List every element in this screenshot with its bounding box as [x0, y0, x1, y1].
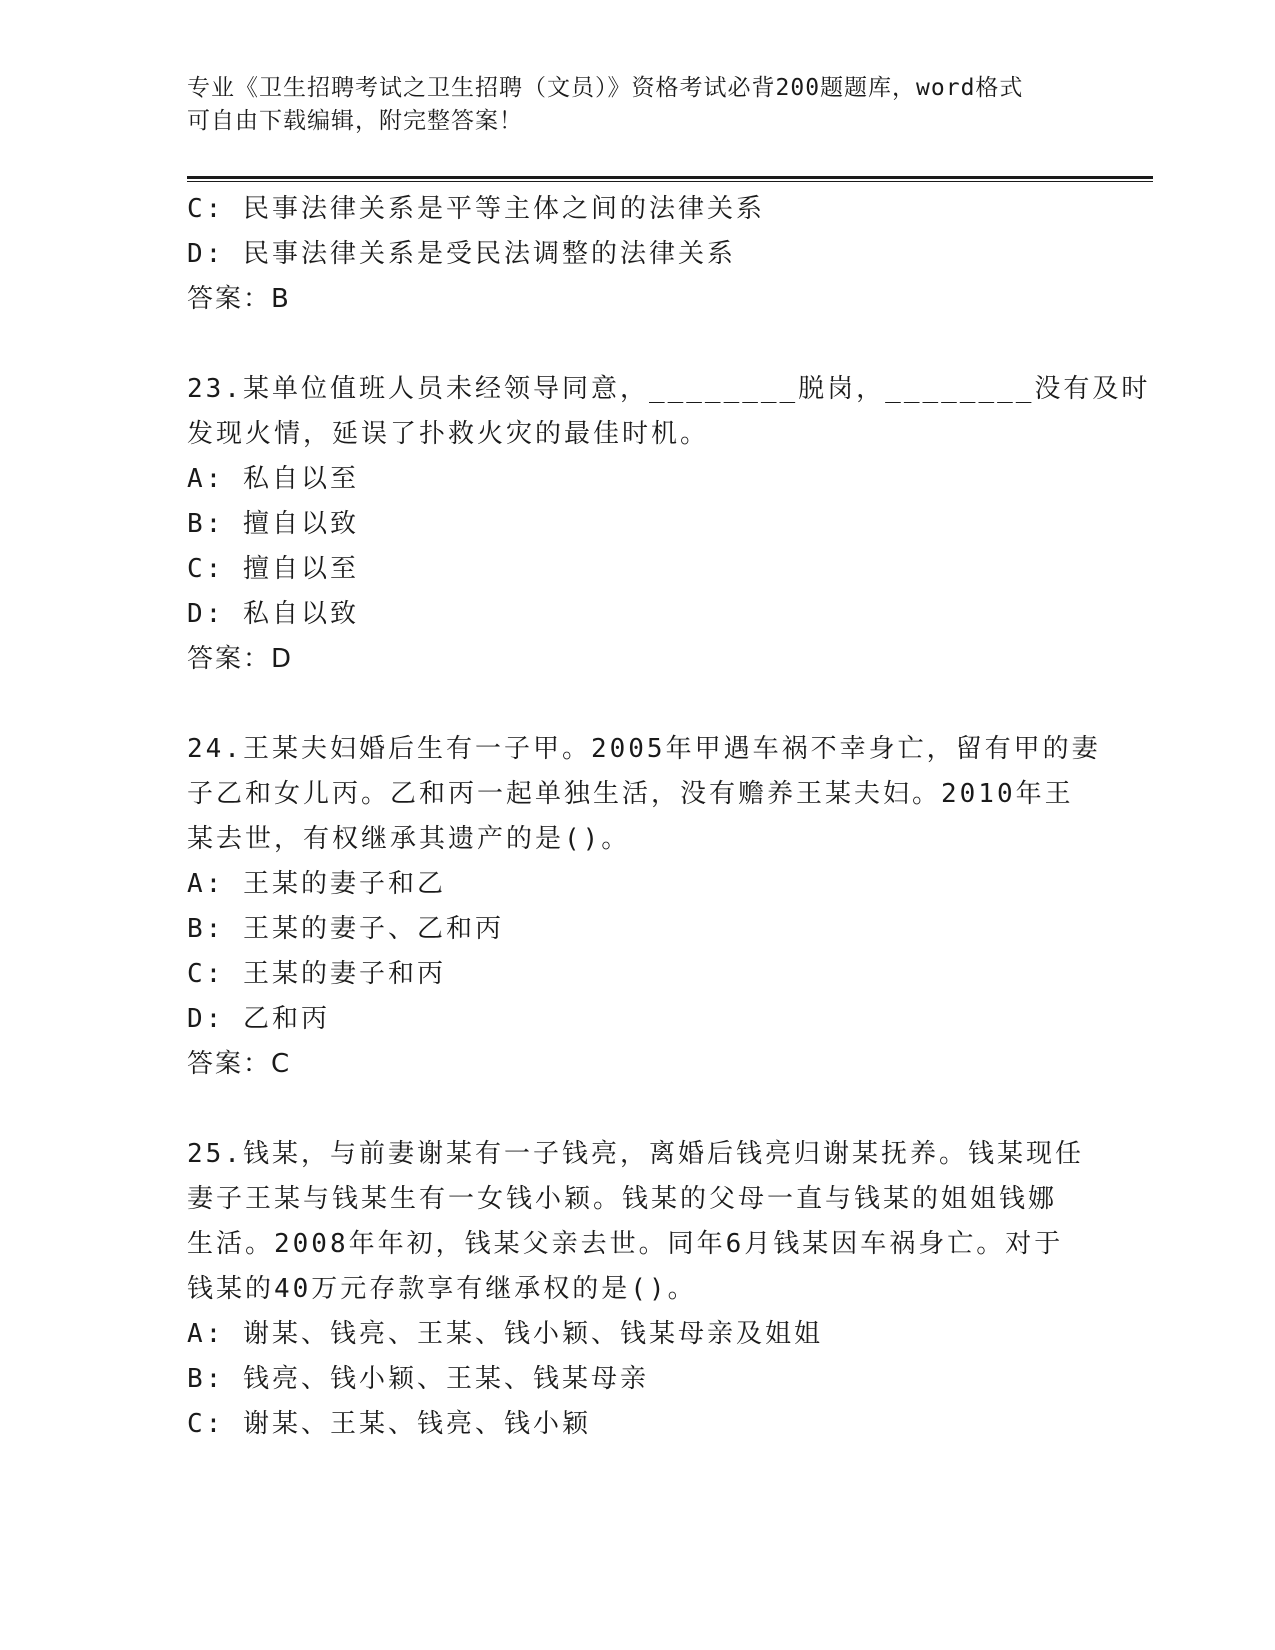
question-stem-line: 妻子王某与钱某生有一女钱小颖。钱某的父母一直与钱某的姐姐钱娜	[187, 1184, 1058, 1214]
question-23	[187, 367, 1151, 682]
option-b: B: 王某的妻子、乙和丙	[187, 914, 504, 944]
option-c: C: 王某的妻子和丙	[187, 959, 446, 989]
question-stem-line: 某去世，有权继承其遗产的是()。	[187, 824, 631, 854]
option-c: C: 谢某、王某、钱亮、钱小颖	[187, 1409, 591, 1439]
question-22-continuation	[187, 187, 1087, 322]
answer-label: 答案：B	[187, 284, 291, 314]
option-d: D: 民事法律关系是受民法调整的法律关系	[187, 239, 736, 269]
question-stem-line: 钱某的40万元存款享有继承权的是()。	[187, 1274, 697, 1304]
option-b: B: 钱亮、钱小颖、王某、钱某母亲	[187, 1364, 649, 1394]
answer-label: 答案：D	[187, 644, 294, 674]
option-a: A: 王某的妻子和乙	[187, 869, 446, 899]
question-stem-line: 23.某单位值班人员未经领导同意，________脱岗，________没有及时	[187, 374, 1151, 404]
question-stem-line: 24.王某夫妇婚后生有一子甲。2005年甲遇车祸不幸身亡，留有甲的妻	[187, 734, 1101, 764]
option-a: A: 私自以至	[187, 464, 359, 494]
header-line-1: 专业《卫生招聘考试之卫生招聘（文员）》资格考试必背200题题库，word格式	[187, 75, 1024, 101]
document-header	[187, 72, 1067, 138]
question-24	[187, 727, 1101, 1087]
question-stem-line: 子乙和女儿丙。乙和丙一起单独生活，没有赡养王某夫妇。2010年王	[187, 779, 1074, 809]
option-d: D: 私自以致	[187, 599, 359, 629]
question-stem-line: 发现火情，延误了扑救火灾的最佳时机。	[187, 419, 710, 449]
option-d: D: 乙和丙	[187, 1004, 330, 1034]
header-divider	[187, 176, 1153, 182]
question-stem-line: 生活。2008年年初，钱某父亲去世。同年6月钱某因车祸身亡。对于	[187, 1229, 1064, 1259]
question-stem-line: 25.钱某，与前妻谢某有一子钱亮，离婚后钱亮归谢某抚养。钱某现任	[187, 1139, 1084, 1169]
option-b: B: 擅自以致	[187, 509, 359, 539]
spacer	[187, 682, 1087, 727]
answer-label: 答案：C	[187, 1049, 292, 1079]
document-body	[187, 187, 1151, 1447]
option-c: C: 擅自以至	[187, 554, 359, 584]
header-line-2: 可自由下载编辑，附完整答案！	[187, 108, 523, 134]
spacer	[187, 322, 1087, 367]
spacer	[187, 1087, 1087, 1132]
option-c: C: 民事法律关系是平等主体之间的法律关系	[187, 194, 765, 224]
option-a: A: 谢某、钱亮、王某、钱小颖、钱某母亲及姐姐	[187, 1319, 823, 1349]
question-25	[187, 1132, 1087, 1447]
